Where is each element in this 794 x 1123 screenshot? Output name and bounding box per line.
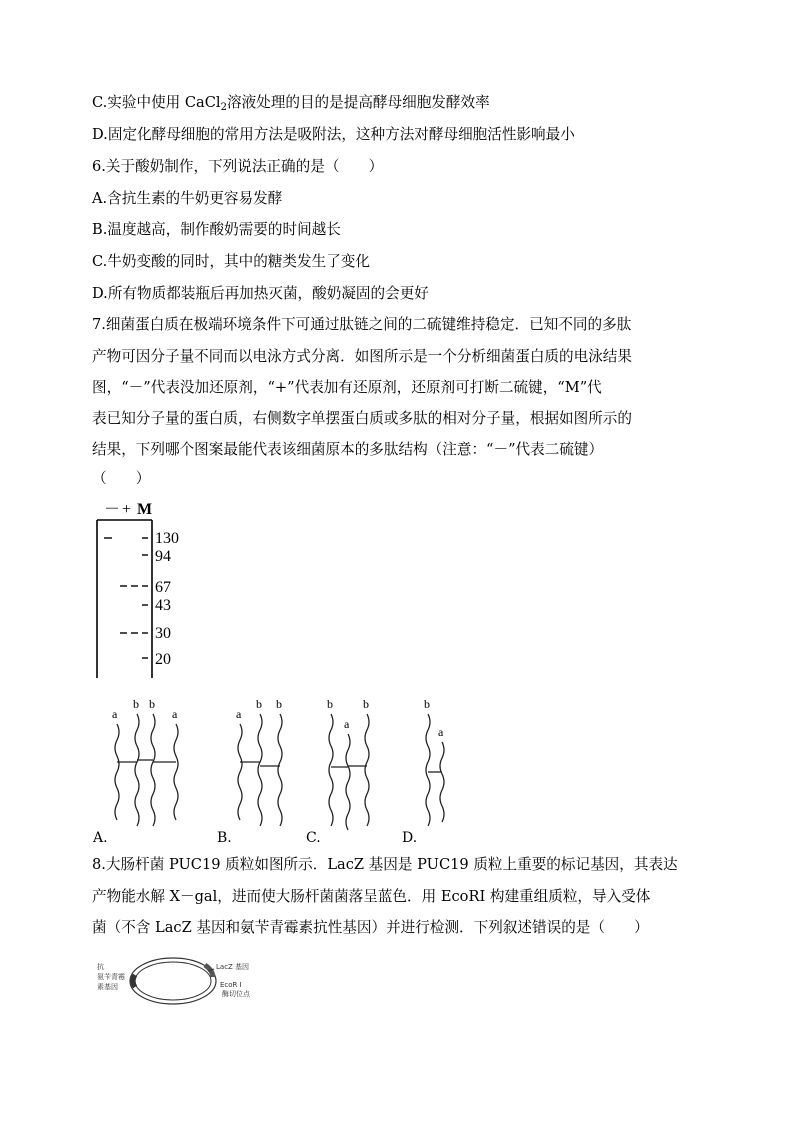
- marker-label-94: 94: [155, 548, 171, 565]
- option-5d: D.固定化酵母细胞的常用方法是吸附法，这种方法对酵母细胞活性影响最小: [92, 126, 575, 143]
- chain-a-label: a: [172, 707, 178, 721]
- chain-a-label: a: [344, 717, 350, 731]
- lacz-gene-label: LacZ 基因: [216, 963, 250, 971]
- option-5c: C.实验中使用 CaCl$_2$溶液处理的目的是提高酵母细胞发酵效率: [92, 94, 490, 113]
- plasmid-outer-ring: [130, 958, 216, 1004]
- option-label-c: C.: [306, 830, 321, 846]
- polypeptide-chain: [365, 714, 369, 826]
- gel-figure: [95, 498, 195, 680]
- chain-b-label: b: [133, 697, 139, 711]
- option-c-diagram: [327, 697, 369, 830]
- polypeptide-chain: [135, 714, 139, 826]
- polypeptide-chain: [238, 724, 242, 820]
- chain-a-label: a: [236, 707, 242, 721]
- chain-b-label: b: [149, 697, 155, 711]
- question-7-line-3: 图，“－”代表没加还原剂，“+”代表加有还原剂，还原剂可打断二硫键，“M”代: [92, 379, 602, 396]
- gel-header-plus: +: [122, 501, 132, 518]
- question-7-line-1: 7.细菌蛋白质在极端环境条件下可通过肽链之间的二硫键维持稳定．已知不同的多肽: [92, 316, 632, 333]
- question-8-line-3: 菌（不含 LacZ 基因和氨苄青霉素抗性基因）并进行检测．下列叙述错误的是（ ）: [92, 919, 649, 936]
- amp-gene-label: 抗: [97, 963, 104, 971]
- question-7-paren: （ ）: [92, 470, 151, 487]
- option-label-a: A.: [93, 830, 108, 846]
- gel-header-m: M: [137, 501, 153, 518]
- chain-a-label: a: [112, 707, 118, 721]
- marker-label-30: 30: [155, 625, 171, 642]
- polypeptide-chain: [151, 714, 155, 826]
- polypeptide-chain: [174, 724, 178, 820]
- chain-b-label: b: [256, 697, 262, 711]
- question-7-line-2: 产物可因分子量不同而以电泳方式分离．如图所示是一个分析细菌蛋白质的电泳结果: [92, 348, 632, 365]
- option-6a: A.含抗生素的牛奶更容易发酵: [92, 190, 283, 207]
- question-8-line-2: 产物能水解 X－gal，进而使大肠杆菌菌落呈蓝色．用 EcoRI 构建重组质粒，导入受体: [92, 888, 651, 905]
- polypeptide-chain: [278, 714, 282, 826]
- question-6-stem: 6.关于酸奶制作，下列说法正确的是（ ）: [92, 158, 384, 175]
- option-6d: D.所有物质都装瓶后再加热灭菌，酸奶凝固的会更好: [92, 285, 429, 302]
- plasmid-inner-ring: [135, 962, 211, 1000]
- options-figure: [90, 692, 460, 852]
- polypeptide-chain: [440, 742, 444, 822]
- chain-b-label: b: [424, 697, 430, 711]
- gel-header-minus: －: [104, 501, 121, 518]
- polypeptide-chain: [115, 724, 119, 820]
- question-7-line-4: 表已知分子量的蛋白质，右侧数字单摆蛋白质或多肽的相对分子量，根据如图所示的: [92, 410, 632, 427]
- polypeptide-chain: [426, 714, 430, 826]
- polypeptide-chain: [329, 714, 333, 826]
- chain-b-label: b: [327, 697, 333, 711]
- amp-gene-label: 素基因: [97, 983, 118, 991]
- chain-b-label: b: [276, 697, 282, 711]
- marker-label-67: 67: [155, 579, 171, 596]
- amp-gene-segment: [133, 975, 135, 987]
- option-6c: C.牛奶变酸的同时，其中的糖类发生了变化: [92, 253, 370, 270]
- chain-a-label: a: [438, 725, 444, 739]
- cut-site-label: 酶切位点: [222, 990, 250, 998]
- option-label-d: D.: [402, 830, 418, 846]
- option-b-diagram: [236, 697, 282, 826]
- chain-b-label: b: [363, 697, 369, 711]
- option-d-diagram: [424, 697, 444, 826]
- polypeptide-chain: [346, 734, 350, 830]
- ecori-label: EcoR I: [220, 981, 242, 989]
- marker-label-130: 130: [155, 530, 179, 547]
- marker-label-43: 43: [155, 597, 171, 614]
- plasmid-figure: [95, 955, 295, 1015]
- marker-label-20: 20: [155, 651, 171, 668]
- option-label-b: B.: [217, 830, 232, 846]
- question-7-line-5: 结果，下列哪个图案最能代表该细菌原本的多肽结构（注意：“－”代表二硫键）: [92, 441, 604, 458]
- question-8-line-1: 8.大肠杆菌 PUC19 质粒如图所示．LacZ 基因是 PUC19 质粒上重要的标记基因，其表达: [92, 856, 678, 873]
- polypeptide-chain: [258, 714, 262, 826]
- amp-gene-label: 氨苄青霉: [97, 973, 125, 981]
- option-6b: B.温度越高，制作酸奶需要的时间越长: [92, 221, 341, 238]
- option-a-diagram: [112, 697, 178, 826]
